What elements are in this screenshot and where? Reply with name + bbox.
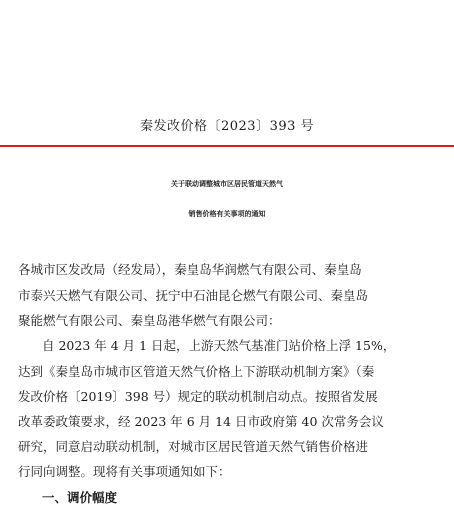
body-paragraph-line-6: 行同向调整。现将有关事项通知如下： bbox=[18, 464, 231, 479]
body-paragraph-line-5: 研究，同意启动联动机制，对城市区居民管道天然气销售价格进 bbox=[18, 439, 369, 454]
addressee-line-3: 聚能燃气有限公司、秦皇岛港华燃气有限公司： bbox=[18, 313, 281, 328]
document-title-line-1: 关于联动调整城市区居民管道天然气 bbox=[171, 179, 283, 188]
body-paragraph-line-2: 达到《秦皇岛市城市区管道天然气价格上下游联动机制方案》（秦 bbox=[18, 364, 375, 379]
addressee-line-1: 各城市区发改局（经发局），秦皇岛华润燃气有限公司、秦皇岛 bbox=[18, 262, 362, 277]
issuing-authority-header bbox=[0, 10, 454, 44]
addressee-line-2: 市泰兴天燃气有限公司、抚宁中石油昆仑燃气有限公司、秦皇岛 bbox=[18, 288, 369, 303]
document-number: 秦发改价格〔2023〕393 号 bbox=[139, 119, 315, 134]
body-paragraph-line-4: 改革委政策要求，经 2023 年 6 月 14 日市政府第 40 次常务会议 bbox=[18, 414, 384, 429]
body-paragraph-line-3: 发改价格〔2019〕398 号）规定的联动机制启动点。按照省发展 bbox=[18, 389, 378, 404]
document-title-line-2: 销售价格有关事项的通知 bbox=[188, 209, 266, 218]
red-separator-line bbox=[0, 145, 454, 147]
body-paragraph-line-1: 自 2023 年 4 月 1 日起，上游天然气基准门站价格上浮 15%， bbox=[42, 338, 396, 353]
section-heading-price-adjustment: 一、调价幅度 bbox=[42, 490, 118, 505]
